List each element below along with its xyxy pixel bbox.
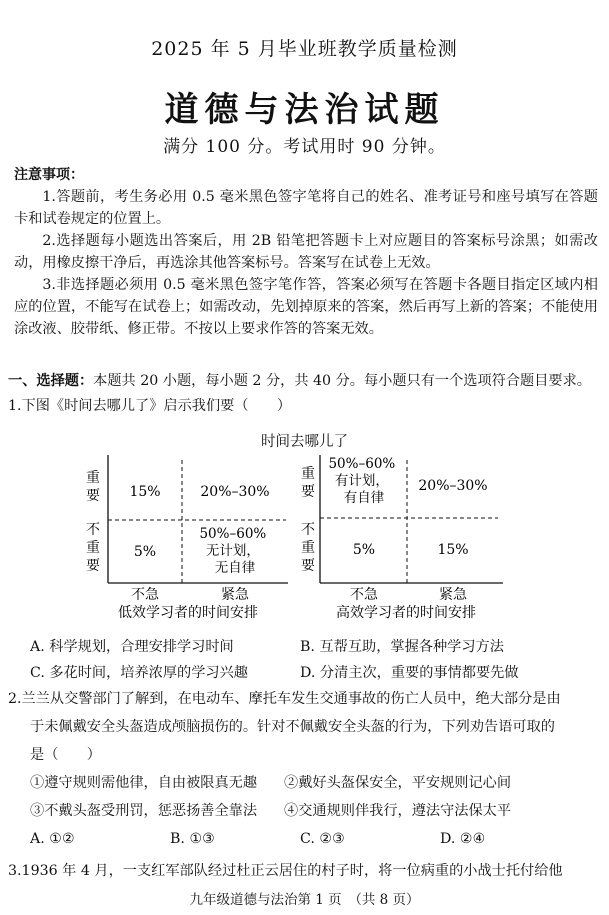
q2-stem-line: 于未佩戴安全头盔造成颅脑损伤的。针对不佩戴安全头盔的行为，下列劝告语可取的: [30, 719, 555, 735]
page-footer: 九年级道德与法治第 1 页 （共 8 页）: [189, 892, 420, 908]
q2-option-a: A. ①②: [30, 831, 75, 847]
q2-statement: ①遵守规则需他律，自由被限真无趣: [30, 775, 258, 791]
q1-option-a: A. 科学规划，合理安排学习时间: [30, 639, 234, 655]
cell-unimportant-urgent: 15%: [437, 542, 469, 558]
q1-option-b: B. 互帮互助，掌握各种学习方法: [300, 639, 504, 655]
subject-title: 道德与法治试题: [164, 90, 445, 130]
q1-option-d: D. 分清主次，重要的事情都要先做: [300, 665, 519, 681]
q2-option-d: D. ②④: [440, 831, 486, 847]
x-label-not-urgent: 不急: [131, 587, 159, 603]
cell-important-urgent: 20%–30%: [418, 478, 488, 494]
q2-statement: ④交通规则伴我行，遵法守法保太平: [284, 803, 512, 819]
q2-statement: ②戴好头盔保安全，平安规则记心间: [284, 775, 512, 791]
cell-line: 50%–60%: [328, 456, 396, 472]
cell-important-urgent: 20%–30%: [200, 484, 270, 500]
chart-caption: 高效学习者的时间安排: [336, 605, 476, 621]
notice-title: 注意事项：: [14, 167, 84, 183]
q1-option-c: C. 多花时间，培养浓厚的学习兴趣: [30, 665, 248, 681]
y-label-unimportant: 不重要: [301, 522, 315, 574]
chart-high-efficiency: [298, 450, 513, 625]
cell-unimportant-urgent: [199, 526, 270, 576]
chart-low-efficiency: [78, 450, 293, 625]
q1-stem: 1.下图《时间去哪儿了》启示我们要（ ）: [8, 398, 292, 414]
notice-item-2: 2.选择题每小题选出答案后，用 2B 铅笔把答题卡上对应题目的答案标号涂黑；如需改动，用橡皮擦干净后，再选涂其他答案标号。答案写在试卷上无效。: [14, 233, 598, 271]
notice-item-1: 1.答题前，考生务必用 0.5 毫米黑色签字笔将自己的姓名、准考证号和座号填写在答题卡和试卷规定的位置上。: [14, 189, 598, 227]
cell-unimportant-not-urgent: 5%: [352, 542, 376, 558]
chart-caption: 低效学习者的时间安排: [118, 605, 258, 621]
y-label-unimportant: 不重要: [86, 522, 100, 574]
q3-stem: 3.1936 年 4 月，一支红军部队经过杜正云居住的村子时，将一位病重的小战士托付给他: [8, 863, 563, 879]
chart-title: 时间去哪儿了: [261, 434, 348, 450]
section-heading-text: 本题共 20 小题，每小题 2 分，共 40 分。每小题只有一个选项符合题目要求。: [93, 373, 591, 389]
exam-title: 2025 年 5 月毕业班教学质量检测: [151, 38, 458, 60]
q2-statement: ③不戴头盔受刑罚，惩恶扬善全靠法: [30, 803, 258, 819]
score-info: 满分 100 分。考试用时 90 分钟。: [163, 137, 446, 157]
y-label-important: 重要: [86, 470, 100, 504]
cell-line: 无自律: [214, 560, 256, 576]
cell-line: 有计划，: [334, 473, 389, 489]
cell-unimportant-not-urgent: 5%: [133, 544, 157, 560]
section-heading-label: 一、选择题：: [8, 373, 94, 389]
q2-stem-line: 2.兰兰从交警部门了解到，在电动车、摩托车发生交通事故的伤亡人员中，绝大部分是由: [8, 691, 561, 707]
x-label-urgent: 紧急: [221, 587, 249, 603]
cell-line: 50%–60%: [199, 526, 267, 542]
y-label-important: 重要: [301, 466, 315, 500]
cell-line: 无计划，: [205, 543, 260, 559]
q2-option-b: B. ①③: [170, 831, 215, 847]
notice-item-3: 3.非选择题必须用 0.5 毫米黑色签字笔作答，答案必须写在答题卡各题目指定区域内相应的位置，不能写在试卷上；如需改动，先划掉原来的答案，然后再写上新的答案；不能使用涂改液、胶带纸、修正带。不按以上要求作答的答案无效。: [14, 277, 598, 337]
section-heading: [8, 370, 600, 392]
x-label-urgent: 紧急: [439, 587, 467, 603]
cell-important-not-urgent: 15%: [129, 484, 161, 500]
cell-important-not-urgent: [328, 456, 399, 506]
x-label-not-urgent: 不急: [350, 587, 378, 603]
cell-line: 有自律: [343, 490, 385, 506]
q2-option-c: C. ②③: [300, 831, 345, 847]
q2-stem-line: 是（ ）: [30, 747, 101, 763]
